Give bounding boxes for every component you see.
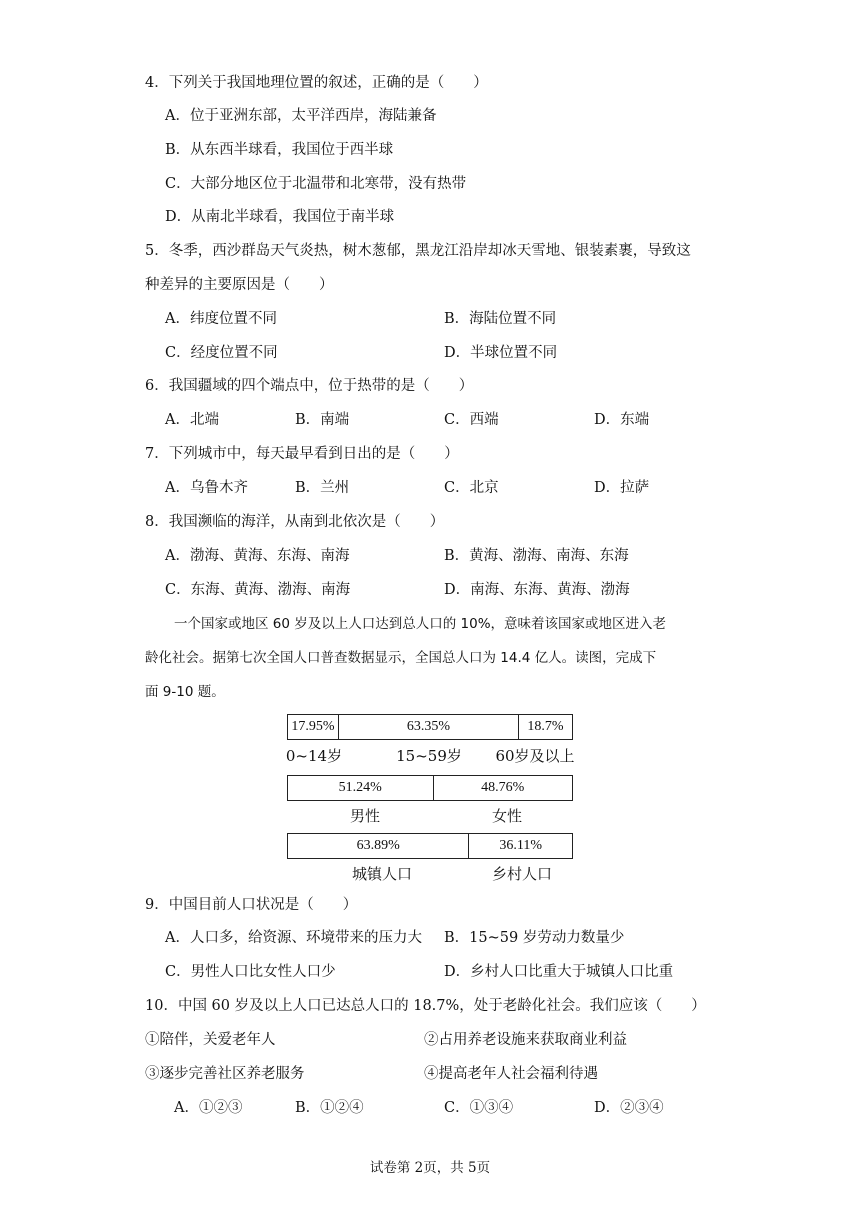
- question-9-option-a: A．人口多，给资源、环境带来的压力大: [165, 930, 422, 946]
- question-10-option-d: D．②③④: [594, 1100, 664, 1116]
- question-7-option-b: B．兰州: [295, 480, 350, 496]
- age-15-59-label: 15~59岁: [396, 747, 462, 765]
- question-10-option-b: B．①②④: [295, 1100, 364, 1116]
- question-5-option-a: A．纬度位置不同: [165, 311, 277, 327]
- question-9-option-b: B．15~59 岁劳动力数量少: [444, 930, 625, 946]
- question-5-stem-line-1: 5．冬季，西沙群岛天气炎热，树木葱郁，黑龙江沿岸却冰天雪地、银装素裹，导致这: [145, 243, 691, 259]
- male-label: 男性: [349, 807, 380, 825]
- question-9-option-c: C．男性人口比女性人口少: [165, 964, 336, 980]
- question-8-option-d: D．南海、东海、黄海、渤海: [444, 582, 630, 598]
- urban-segment: 63.89%: [288, 834, 469, 858]
- female-segment: 48.76%: [481, 780, 525, 795]
- statement-2: ②占用养老设施来获取商业利益: [424, 1032, 627, 1048]
- question-4-option-a: A．位于亚洲东部，太平洋西岸，海陆兼备: [165, 108, 437, 124]
- question-6-option-d: D．东端: [594, 412, 650, 428]
- question-8-option-c: C．东海、黄海、渤海、南海: [165, 582, 351, 598]
- passage-line-1: 一个国家或地区 60 岁及以上人口达到总人口的 10%，意味着该国家或地区进入老: [174, 616, 667, 632]
- question-6-option-c: C．西端: [444, 412, 499, 428]
- question-4-stem: 4．下列关于我国地理位置的叙述，正确的是（ ）: [145, 75, 488, 91]
- age-0-14-segment: 17.95%: [288, 715, 339, 739]
- question-5-option-b: B．海陆位置不同: [444, 311, 557, 327]
- male-segment: 51.24%: [288, 776, 434, 800]
- gender-bar: [287, 775, 573, 801]
- question-5-option-c: C．经度位置不同: [165, 345, 278, 361]
- statement-3: ③逐步完善社区养老服务: [145, 1066, 305, 1082]
- question-10-option-c: C．①③④: [444, 1100, 514, 1116]
- question-7-option-a: A．乌鲁木齐: [165, 480, 248, 496]
- question-9-stem: 9．中国目前人口状况是（ ）: [145, 897, 358, 913]
- question-5-option-d: D．半球位置不同: [444, 345, 558, 361]
- question-8-stem: 8．我国濒临的海洋，从南到北依次是（ ）: [145, 514, 445, 530]
- question-10-stem: 10．中国 60 岁及以上人口已达总人口的 18.7%，处于老龄化社会。我们应该（ ）: [145, 998, 706, 1014]
- female-label: 女性: [491, 807, 522, 825]
- question-7-stem: 7．下列城市中，每天最早看到日出的是（ ）: [145, 446, 459, 462]
- age-0-14-label: 0~14岁: [285, 747, 343, 765]
- passage-line-3: 面 9-10 题。: [145, 684, 225, 700]
- rural-segment: 36.11%: [499, 838, 543, 853]
- rural-label: 乡村人口: [491, 865, 552, 883]
- passage-line-2: 龄化社会。据第七次全国人口普查数据显示，全国总人口为 14.4 亿人。读图，完成下: [145, 650, 657, 666]
- question-7-option-d: D．拉萨: [594, 480, 650, 496]
- question-6-stem: 6．我国疆域的四个端点中，位于热带的是（ ）: [145, 378, 474, 394]
- statement-4: ④提高老年人社会福利待遇: [424, 1066, 598, 1082]
- question-9-option-d: D．乡村人口比重大于城镇人口比重: [444, 964, 674, 980]
- question-6-option-a: A．北端: [165, 412, 219, 428]
- age-structure-bar: [287, 714, 573, 740]
- question-6-option-b: B．南端: [295, 412, 350, 428]
- question-4-option-b: B．从东西半球看，我国位于西半球: [165, 142, 394, 158]
- question-10-option-a: A．①②③: [174, 1100, 243, 1116]
- question-4-option-c: C．大部分地区位于北温带和北寒带，没有热带: [165, 176, 467, 192]
- question-8-option-b: B．黄海、渤海、南海、东海: [444, 548, 629, 564]
- age-15-59-segment: 63.35%: [339, 715, 519, 739]
- question-4-option-d: D．从南北半球看，我国位于南半球: [165, 209, 395, 225]
- urban-label: 城镇人口: [351, 865, 412, 883]
- question-7-option-c: C．北京: [444, 480, 499, 496]
- page-footer: 试卷第 2页，共 5页: [369, 1160, 491, 1176]
- question-8-option-a: A．渤海、黄海、东海、南海: [165, 548, 350, 564]
- age-60-plus-label: 60岁及以上: [495, 747, 575, 765]
- residence-bar: [287, 833, 573, 859]
- age-60-plus-segment: 18.7%: [527, 719, 564, 734]
- question-5-stem-line-2: 种差异的主要原因是（ ）: [145, 277, 334, 293]
- statement-1: ①陪伴，关爱老年人: [145, 1032, 276, 1048]
